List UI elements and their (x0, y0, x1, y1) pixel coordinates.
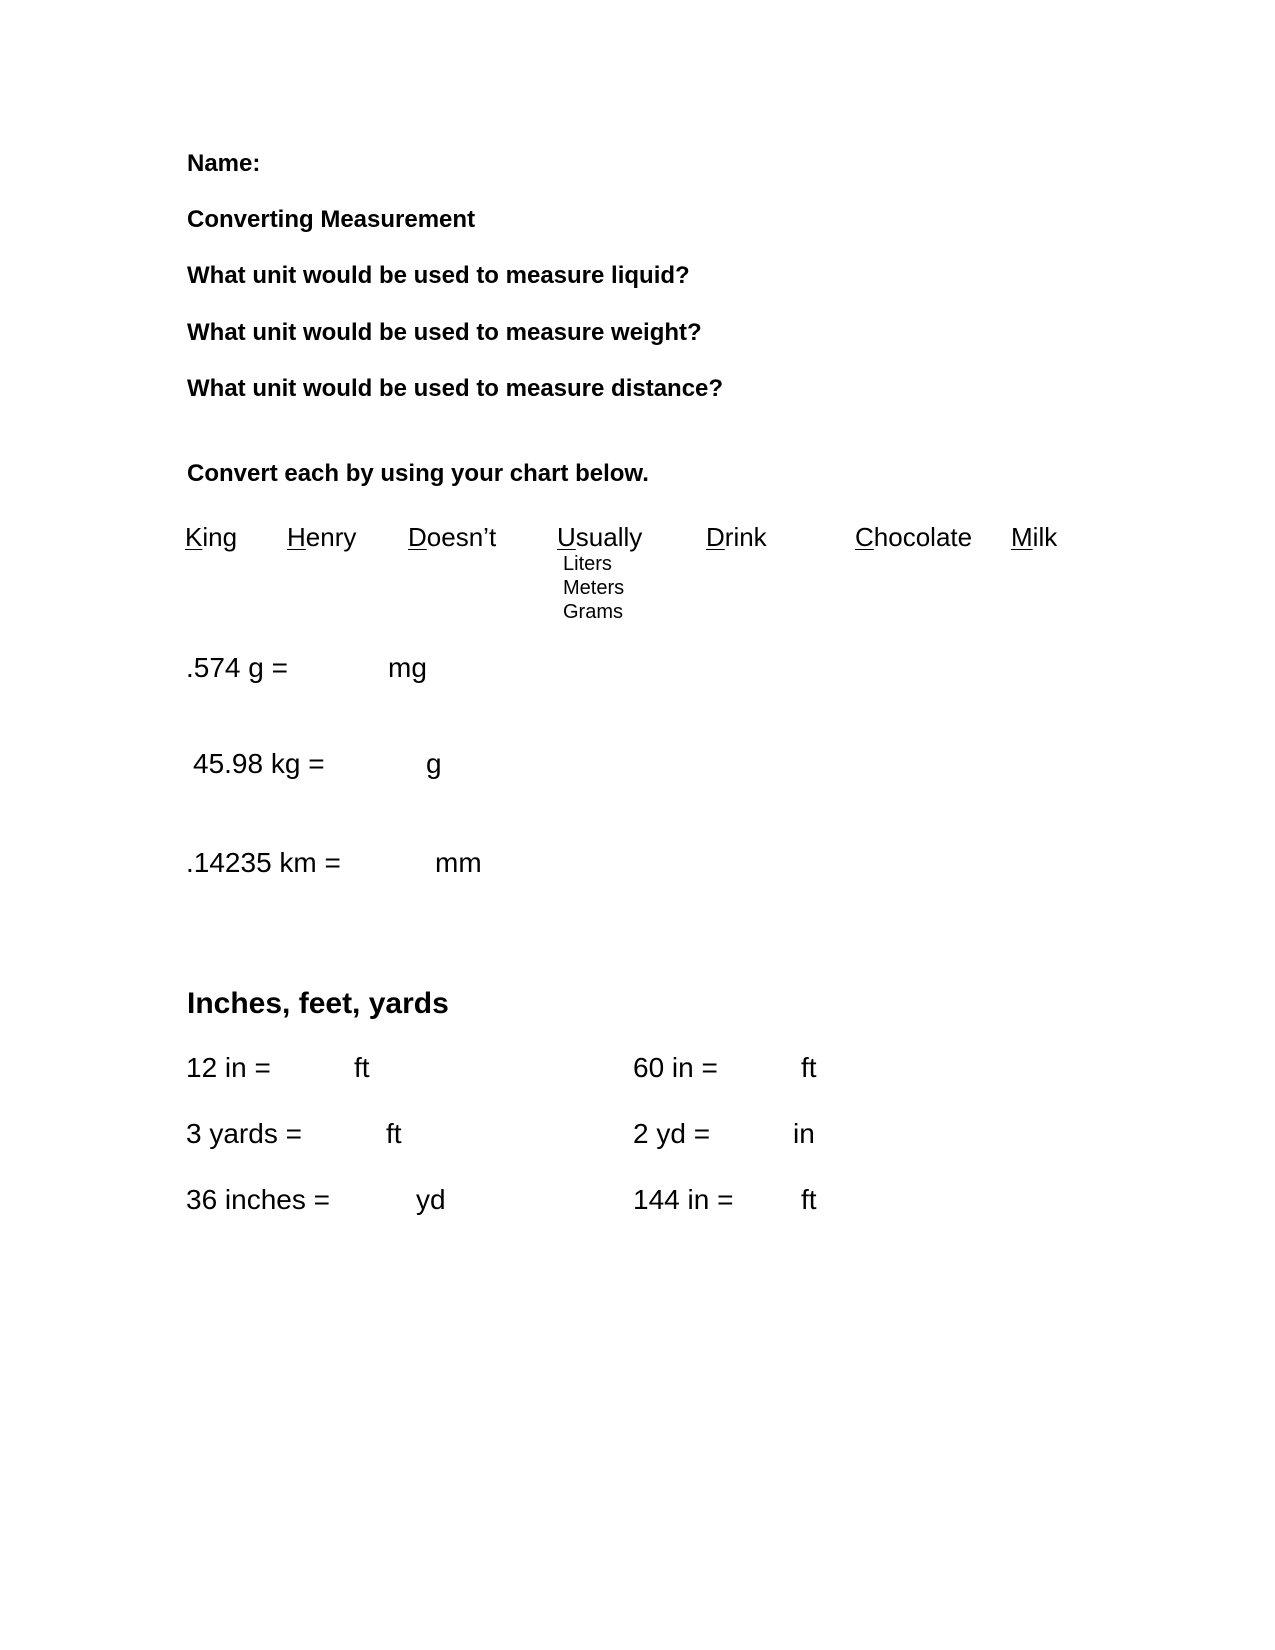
imperial-problem-given: 2 yd = (633, 1118, 711, 1149)
imperial-problem-given: 144 in = (633, 1184, 734, 1215)
imperial-problem-unit: in (793, 1118, 815, 1149)
question-distance: What unit would be used to measure distance? (187, 375, 724, 402)
mnemonic-word-milk (1011, 522, 1057, 552)
imperial-problem-unit: ft (801, 1052, 817, 1083)
name-label: Name: (187, 150, 261, 177)
metric-problem-given: .574 g = (186, 652, 288, 683)
imperial-problem-unit: yd (416, 1184, 446, 1215)
mnemonic-rest: sually (575, 522, 643, 552)
mnemonic-initial: D (408, 522, 427, 552)
base-unit-liters: Liters (563, 553, 612, 575)
imperial-problem-given: 3 yards = (186, 1118, 302, 1149)
imperial-section-heading: Inches, feet, yards (187, 987, 449, 1020)
mnemonic-rest: enry (305, 522, 357, 552)
mnemonic-rest: rink (724, 522, 767, 552)
mnemonic-initial: H (287, 522, 306, 552)
question-weight: What unit would be used to measure weight? (187, 319, 702, 346)
base-unit-meters: Meters (563, 577, 625, 599)
worksheet-title: Converting Measurement (187, 206, 476, 233)
metric-problem-unit: mg (388, 652, 427, 683)
mnemonic-initial: K (185, 522, 203, 552)
mnemonic-word-chocolate (855, 522, 972, 552)
mnemonic-word-henry (287, 522, 356, 552)
mnemonic-rest: ilk (1032, 522, 1058, 552)
question-liquid: What unit would be used to measure liquid? (187, 262, 690, 289)
metric-problem-given: 45.98 kg = (193, 748, 325, 779)
mnemonic-word-doesnt (408, 522, 496, 552)
imperial-problem-unit: ft (386, 1118, 402, 1149)
mnemonic-rest: hocolate (873, 522, 973, 552)
metric-problem-unit: mm (435, 847, 482, 878)
mnemonic-initial: M (1011, 522, 1033, 552)
base-units-list (563, 552, 624, 624)
mnemonic-rest: oesn’t (426, 522, 497, 552)
mnemonic-initial: U (557, 522, 576, 552)
imperial-problem-given: 36 inches = (186, 1184, 330, 1215)
base-unit-grams: Grams (563, 601, 623, 623)
mnemonic-initial: D (706, 522, 725, 552)
metric-problem-unit: g (426, 748, 442, 779)
mnemonic-initial: C (855, 522, 874, 552)
imperial-problem-unit: ft (354, 1052, 370, 1083)
mnemonic-word-king (185, 522, 237, 552)
instruction-text: Convert each by using your chart below. (187, 460, 649, 487)
imperial-problem-unit: ft (801, 1184, 817, 1215)
imperial-problem-given: 60 in = (633, 1052, 718, 1083)
mnemonic-word-usually (557, 522, 642, 552)
mnemonic-rest: ing (202, 522, 238, 552)
metric-problem-given: .14235 km = (186, 847, 341, 878)
mnemonic-word-drink (706, 522, 767, 552)
imperial-problem-given: 12 in = (186, 1052, 271, 1083)
